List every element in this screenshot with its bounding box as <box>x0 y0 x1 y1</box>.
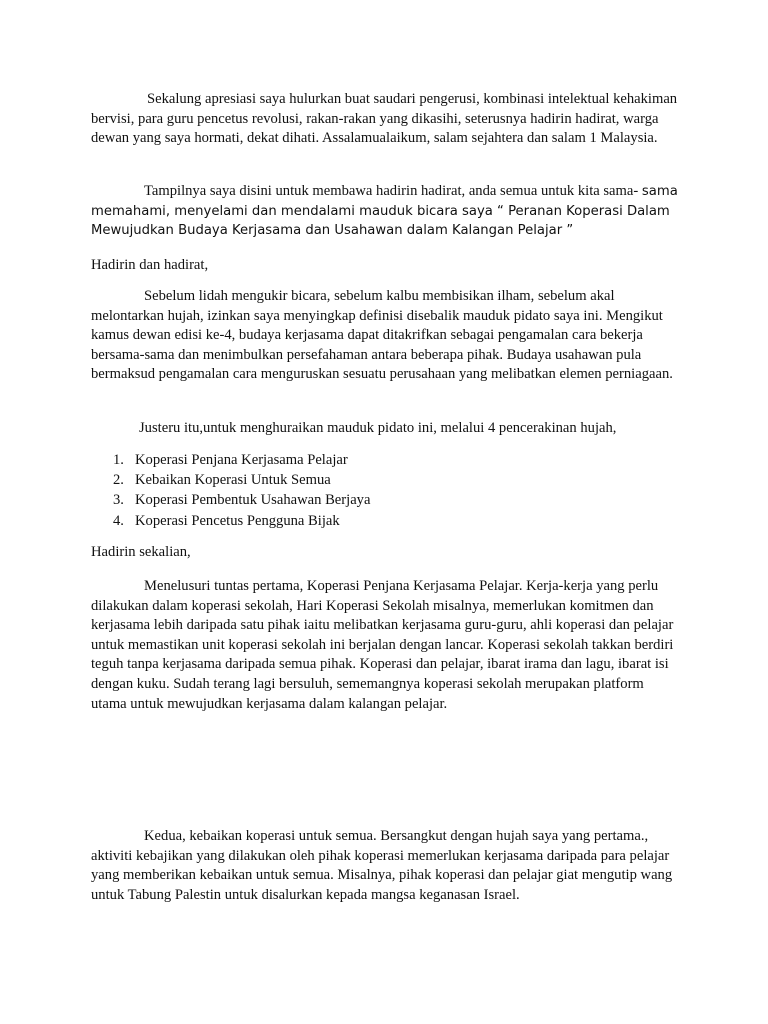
list-item-number: 2. <box>113 472 124 489</box>
paragraph-introduction-first-line: Tampilnya saya disini untuk membawa hadirin hadirat, anda semua untuk kita sama- <box>144 183 639 199</box>
list-item <box>91 471 370 491</box>
paragraph-opening: Sekalung apresiasi saya hulurkan buat saudari pengerusi, kombinasi intelektual kehakiman bervisi, para guru pencetus revolusi, rakan-rakan yang dikasihi, seterusnya hadirin hadirat, warga dewan yang saya hormati, dekat dihati. Assalamualaikum, salam sejahtera dan salam 1 Malaysia. <box>91 91 678 147</box>
points-list <box>91 451 370 532</box>
paragraph-second-point: Kedua, kebaikan koperasi untuk semua. Bersangkut dengan hujah saya yang pertama., aktiviti kebajikan yang dilakukan oleh pihak koperasi memerlukan kerjasama daripada para pelajar yang memberikan kebaikan untuk semua. Misalnya, pihak koperasi dan pelajar giat mengutip wang untuk Tabung Palestin untuk disalurkan kepada mangsa keganasan Israel. <box>91 828 673 903</box>
list-item-text: Koperasi Penjana Kerjasama Pelajar <box>135 452 348 468</box>
greeting-hadirin-sekalian: Hadirin sekalian, <box>91 544 191 560</box>
list-item <box>91 451 370 471</box>
list-item-text: Koperasi Pembentuk Usahawan Berjaya <box>135 492 371 509</box>
list-item-number: 1. <box>113 452 124 468</box>
list-item-text: Koperasi Pencetus Pengguna Bijak <box>135 512 340 529</box>
paragraph-introduction <box>91 182 681 241</box>
paragraph-introduction-title: sama memahami, menyelami dan mendalami mauduk bicara saya “ Peranan Koperasi Dalam Mewujudkan Budaya Kerjasama dan Usahawan dalam Kalangan Pelajar ” <box>91 184 678 239</box>
greeting-hadirin-hadirat: Hadirin dan hadirat, <box>91 257 209 273</box>
list-item <box>91 491 370 511</box>
list-item-number: 4. <box>113 512 124 529</box>
list-item-text: Kebaikan Koperasi Untuk Semua <box>135 472 331 489</box>
paragraph-first-point: Menelusuri tuntas pertama, Koperasi Penjana Kerjasama Pelajar. Kerja-kerja yang perlu dilakukan dalam koperasi sekolah, Hari Koperasi Sekolah misalnya, memerlukan komitmen dan kerjasama lebih daripada satu pihak iaitu melibatkan kerjasama guru-guru, ahli koperasi dan pelajar untuk memastikan unit koperasi sekolah ini berjalan dengan lancar. Koperasi sekolah takkan berdiri teguh tanpa kerjasama daripada semua pihak. Koperasi dan pelajar, ibarat irama dan lagu, ibarat isi dengan kuku. Sudah terang lagi bersuluh, sememangnya koperasi sekolah merupakan platform utama untuk mewujudkan kerjasama dalam kalangan pelajar. <box>91 578 674 712</box>
list-item-number: 3. <box>113 492 124 509</box>
paragraph-definition: Sebelum lidah mengukir bicara, sebelum kalbu membisikan ilham, sebelum akal melontarkan hujah, izinkan saya menyingkap definisi disebalik mauduk pidato saya ini. Mengikut kamus dewan edisi ke-4, budaya kerjasama dapat ditakrifkan sebagai pengamalan cara bekerja bersama-sama dan menimbulkan persefahaman antara beberapa pihak. Budaya usahawan pula bermaksud pengamalan cara menguruskan sesuatu perusahaan yang melibatkan elemen perniagaan. <box>91 288 673 383</box>
paragraph-outline-intro: Justeru itu,untuk menghuraikan mauduk pidato ini, melalui 4 pencerakinan hujah, <box>139 420 617 436</box>
list-item <box>91 512 370 532</box>
